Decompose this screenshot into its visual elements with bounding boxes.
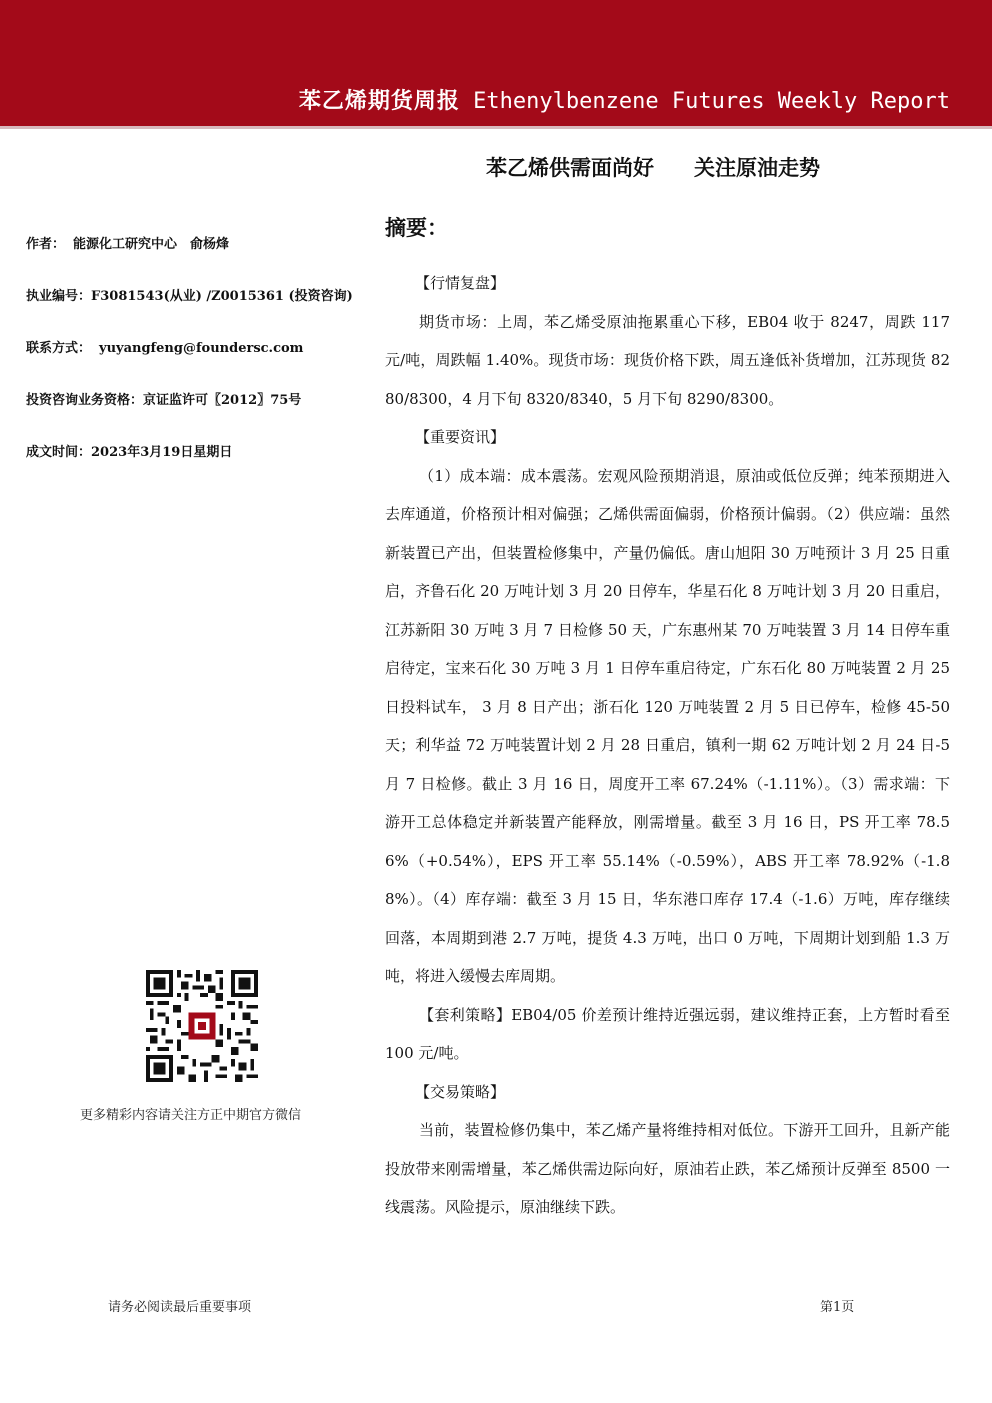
qualification-value: 京证监许可〖2012〗75号: [143, 393, 302, 408]
news-heading: 【重要资讯】: [415, 428, 506, 446]
header-banner: [0, 0, 992, 126]
license-row: [26, 285, 366, 337]
market-review-heading: 【行情复盘】: [415, 274, 506, 292]
author-info-panel: [26, 233, 366, 493]
qr-code-icon: [146, 970, 258, 1082]
author-value: 能源化工研究中心 俞杨烽: [73, 237, 230, 252]
date-row: [26, 441, 366, 493]
market-review-paragraph: 期货市场：上周，苯乙烯受原油拖累重心下移，EB04 收于 8247，周跌 117 元/吨，周跌幅 1.40%。现货市场：现货价格下跌，周五逢低补货增加，江苏现货 8280/8300，4 月下旬 8320/8340，5 月下旬 8290/8300。: [385, 312, 950, 408]
date-label: 成文时间：: [26, 445, 92, 460]
document-title-part1: 苯乙烯供需面尚好: [486, 156, 654, 180]
abstract-section: [385, 212, 950, 1227]
report-title-cn: 苯乙烯期货周报: [298, 89, 460, 114]
footer-notice: 请务必阅读最后重要事项: [108, 1300, 252, 1315]
author-row: [26, 233, 366, 285]
qualification-row: [26, 389, 366, 441]
arbitrage-heading: 【套利策略】: [419, 1005, 512, 1024]
contact-row: [26, 337, 366, 389]
qualification-label: 投资咨询业务资格：: [26, 393, 144, 408]
license-value: F3081543(从业) /Z0015361 (投资咨询): [91, 289, 353, 304]
report-title-en: Ethenylbenzene Futures Weekly Report: [473, 89, 950, 114]
abstract-heading: 摘要：: [385, 216, 448, 240]
news-paragraph: （1）成本端：成本震荡。宏观风险预期消退，原油或低位反弹；纯苯预期进入去库通道，价格预计相对偏强；乙烯供需面偏弱，价格预计偏弱。（2）供应端：虽然新装置已产出，但装置检修集中，产量仍偏低。唐山旭阳 30 万吨预计 3 月 25 日重启，齐鲁石化 20 万吨计划 3 月 20 日停车，华星石化 8 万吨计划 3 月 20 日重启，江苏新阳 30 万吨 3 月 7 日检修 50 天，广东惠州某 70 万吨装置 3 月 14 日停车重启待定，宝来石化 30 万吨 3 月 1 日停车重启待定，广东石化 80 万吨装置 2 月 25 日投料试车， 3 月 8 日产出；浙石化 120 万吨装置 2 月 5 日已停车，检修 45-50 天；利华益 72 万吨装置计划 2 月 28 日重启，镇利一期 62 万吨计划 2 月 24 日-5 月 7 日检修。截止 3 月 16 日，周度开工率 67.24%（-1.11%）。（3）需求端：下游开工总体稳定并新装置产能释放，刚需增量。截至 3 月 16 日，PS 开工率 78.56%（+0.54%），EPS 开工率 55.14%（-0.59%），ABS 开工率 78.92%（-1.88%）。（4）库存端：截至 3 月 15 日，华东港口库存 17.4（-1.6）万吨，库存继续回落，本周期到港 2.7 万吨，提货 4.3 万吨，出口 0 万吨，下周期计划到船 1.3 万吨，将进入缓慢去库周期。: [385, 466, 950, 985]
trading-paragraph: 当前，装置检修仍集中，苯乙烯产量将维持相对低位。下游开工回升，且新产能投放带来刚需增量，苯乙烯供需边际向好，原油若止跌，苯乙烯预计反弹至 8500 一线震荡。风险提示，原油继续下跌。: [385, 1121, 950, 1216]
arbitrage-text: EB04/05 价差预计维持近强远弱，建议维持正套，上方暂时看至 100 元/吨。: [385, 1005, 950, 1062]
author-label: 作者：: [26, 237, 66, 252]
contact-label: 联系方式：: [26, 341, 92, 356]
report-title: [299, 84, 950, 115]
page-number: 第1页: [820, 1300, 855, 1315]
qr-caption: 更多精彩内容请关注方正中期官方微信: [80, 1108, 302, 1123]
arbitrage-paragraph: [385, 996, 950, 1073]
document-title: [486, 152, 820, 182]
header-divider: [0, 126, 992, 129]
date-value: 2023年3月19日星期日: [91, 445, 233, 460]
document-title-part2: 关注原油走势: [694, 156, 820, 180]
license-label: 执业编号：: [26, 289, 92, 304]
contact-email[interactable]: yuyangfeng@foundersc.com: [99, 341, 304, 356]
trading-heading: 【交易策略】: [415, 1082, 506, 1101]
